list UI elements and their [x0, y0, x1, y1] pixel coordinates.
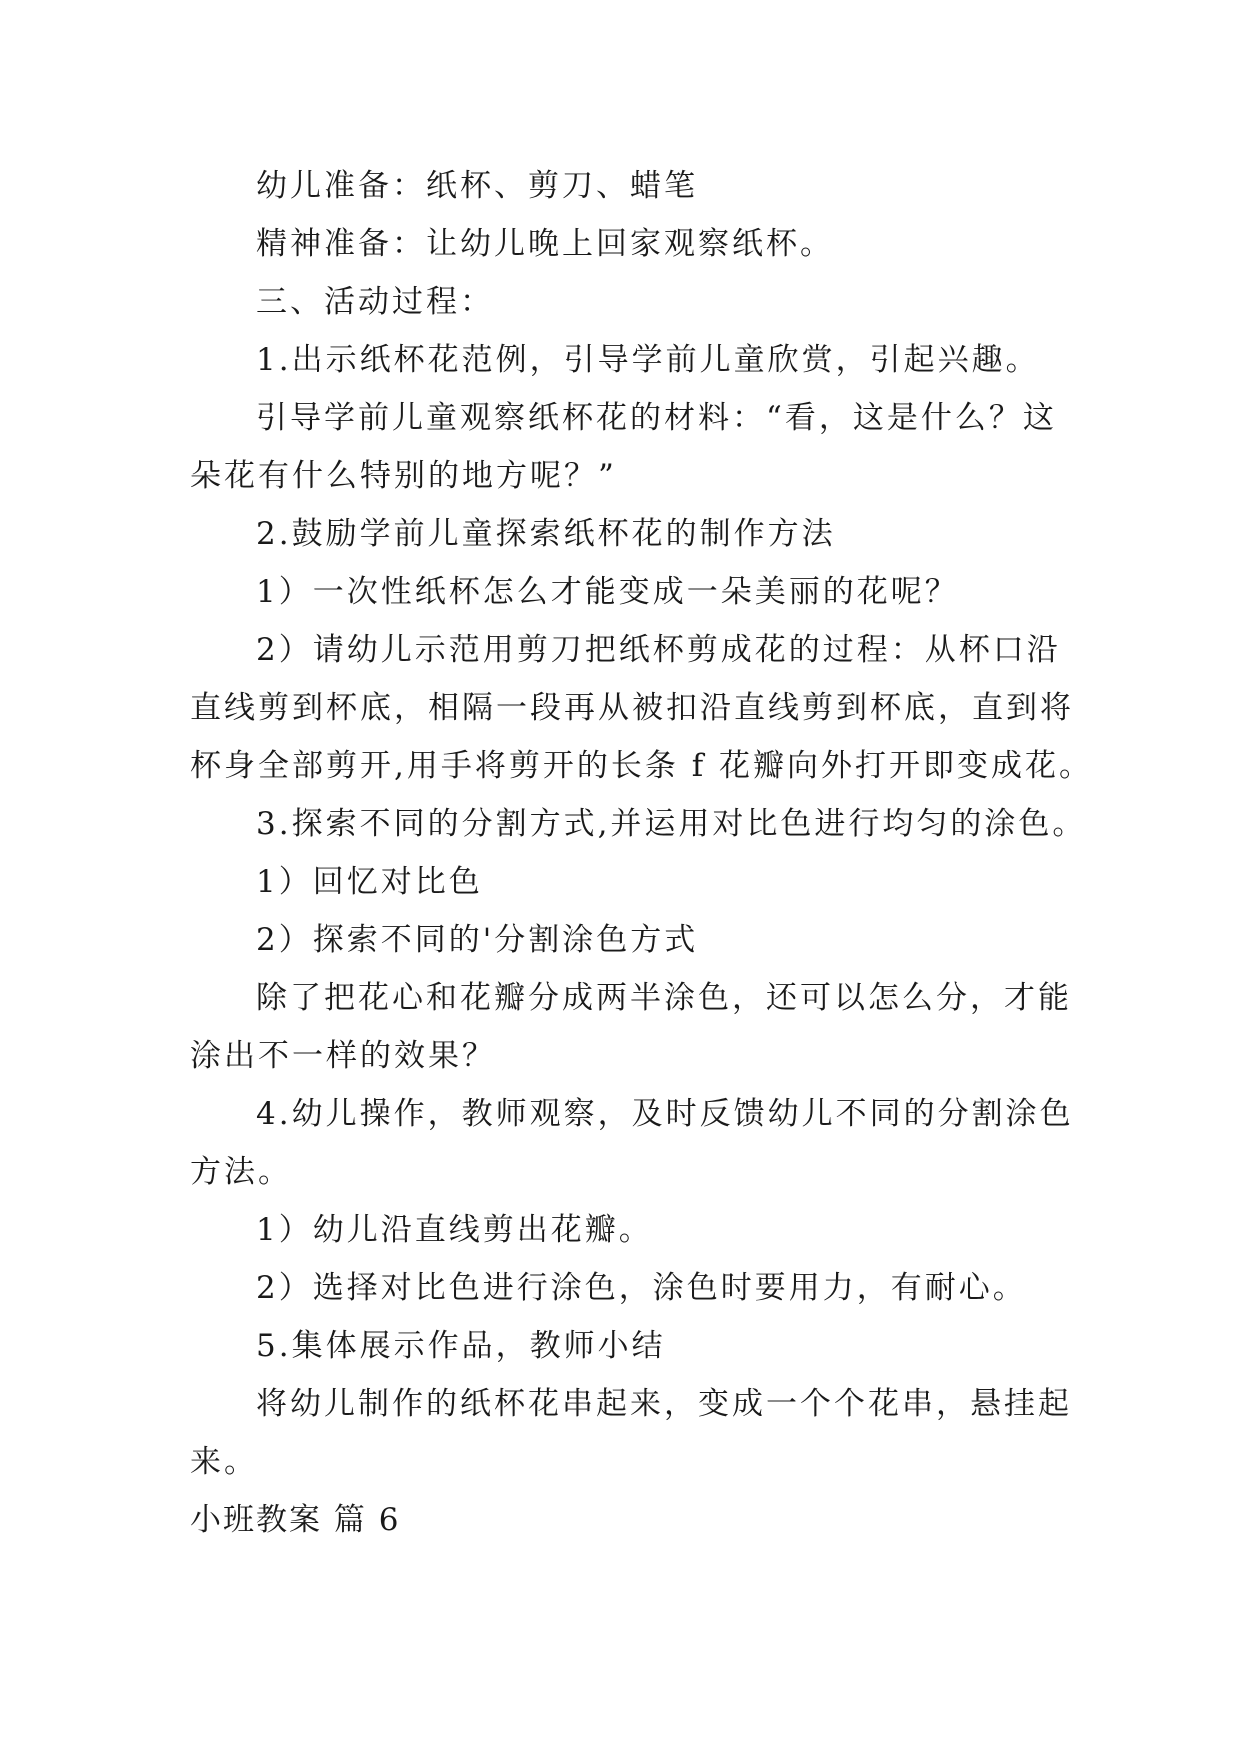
paragraph-line: 杯身全部剪开,用手将剪开的长条 f 花瓣向外打开即变成花。: [190, 748, 1094, 784]
paragraph-line: 幼儿准备：纸杯、剪刀、蜡笔: [256, 168, 698, 204]
paragraph-line: 引导学前儿童观察纸杯花的材料：“看，这是什么？这: [256, 400, 1057, 436]
paragraph-line: 除了把花心和花瓣分成两半涂色，还可以怎么分，才能: [256, 980, 1072, 1016]
section-heading: 三、活动过程：: [256, 284, 494, 320]
paragraph-line: 3.探索不同的分割方式,并运用对比色进行均匀的涂色。: [256, 806, 1087, 842]
paragraph-line: 1）一次性纸杯怎么才能变成一朵美丽的花呢？: [256, 574, 959, 610]
paragraph-line: 直线剪到杯底，相隔一段再从被扣沿直线剪到杯底，直到将: [190, 690, 1074, 726]
paragraph-line: 来。: [190, 1444, 258, 1480]
paragraph-line: 2）请幼儿示范用剪刀把纸杯剪成花的过程：从杯口沿: [256, 632, 1061, 668]
paragraph-line: 2.鼓励学前儿童探索纸杯花的制作方法: [256, 516, 836, 552]
paragraph-line: 涂出不一样的效果？: [190, 1038, 496, 1074]
paragraph-line: 2）选择对比色进行涂色，涂色时要用力，有耐心。: [256, 1270, 1027, 1306]
paragraph-line: 精神准备：让幼儿晚上回家观察纸杯。: [256, 226, 834, 262]
paragraph-line: 朵花有什么特别的地方呢？”: [190, 458, 617, 494]
section-title: 小班教案 篇 6: [190, 1502, 401, 1538]
paragraph-line: 1）幼儿沿直线剪出花瓣。: [256, 1212, 653, 1248]
paragraph-line: 4.幼儿操作，教师观察，及时反馈幼儿不同的分割涂色: [256, 1096, 1074, 1132]
paragraph-line: 5.集体展示作品，教师小结: [256, 1328, 666, 1364]
paragraph-line: 2）探索不同的'分割涂色方式: [256, 922, 699, 958]
paragraph-line: 方法。: [190, 1154, 292, 1190]
paragraph-line: 将幼儿制作的纸杯花串起来，变成一个个花串，悬挂起: [256, 1386, 1072, 1422]
paragraph-line: 1）回忆对比色: [256, 864, 483, 900]
paragraph-line: 1.出示纸杯花范例，引导学前儿童欣赏，引起兴趣。: [256, 342, 1040, 378]
